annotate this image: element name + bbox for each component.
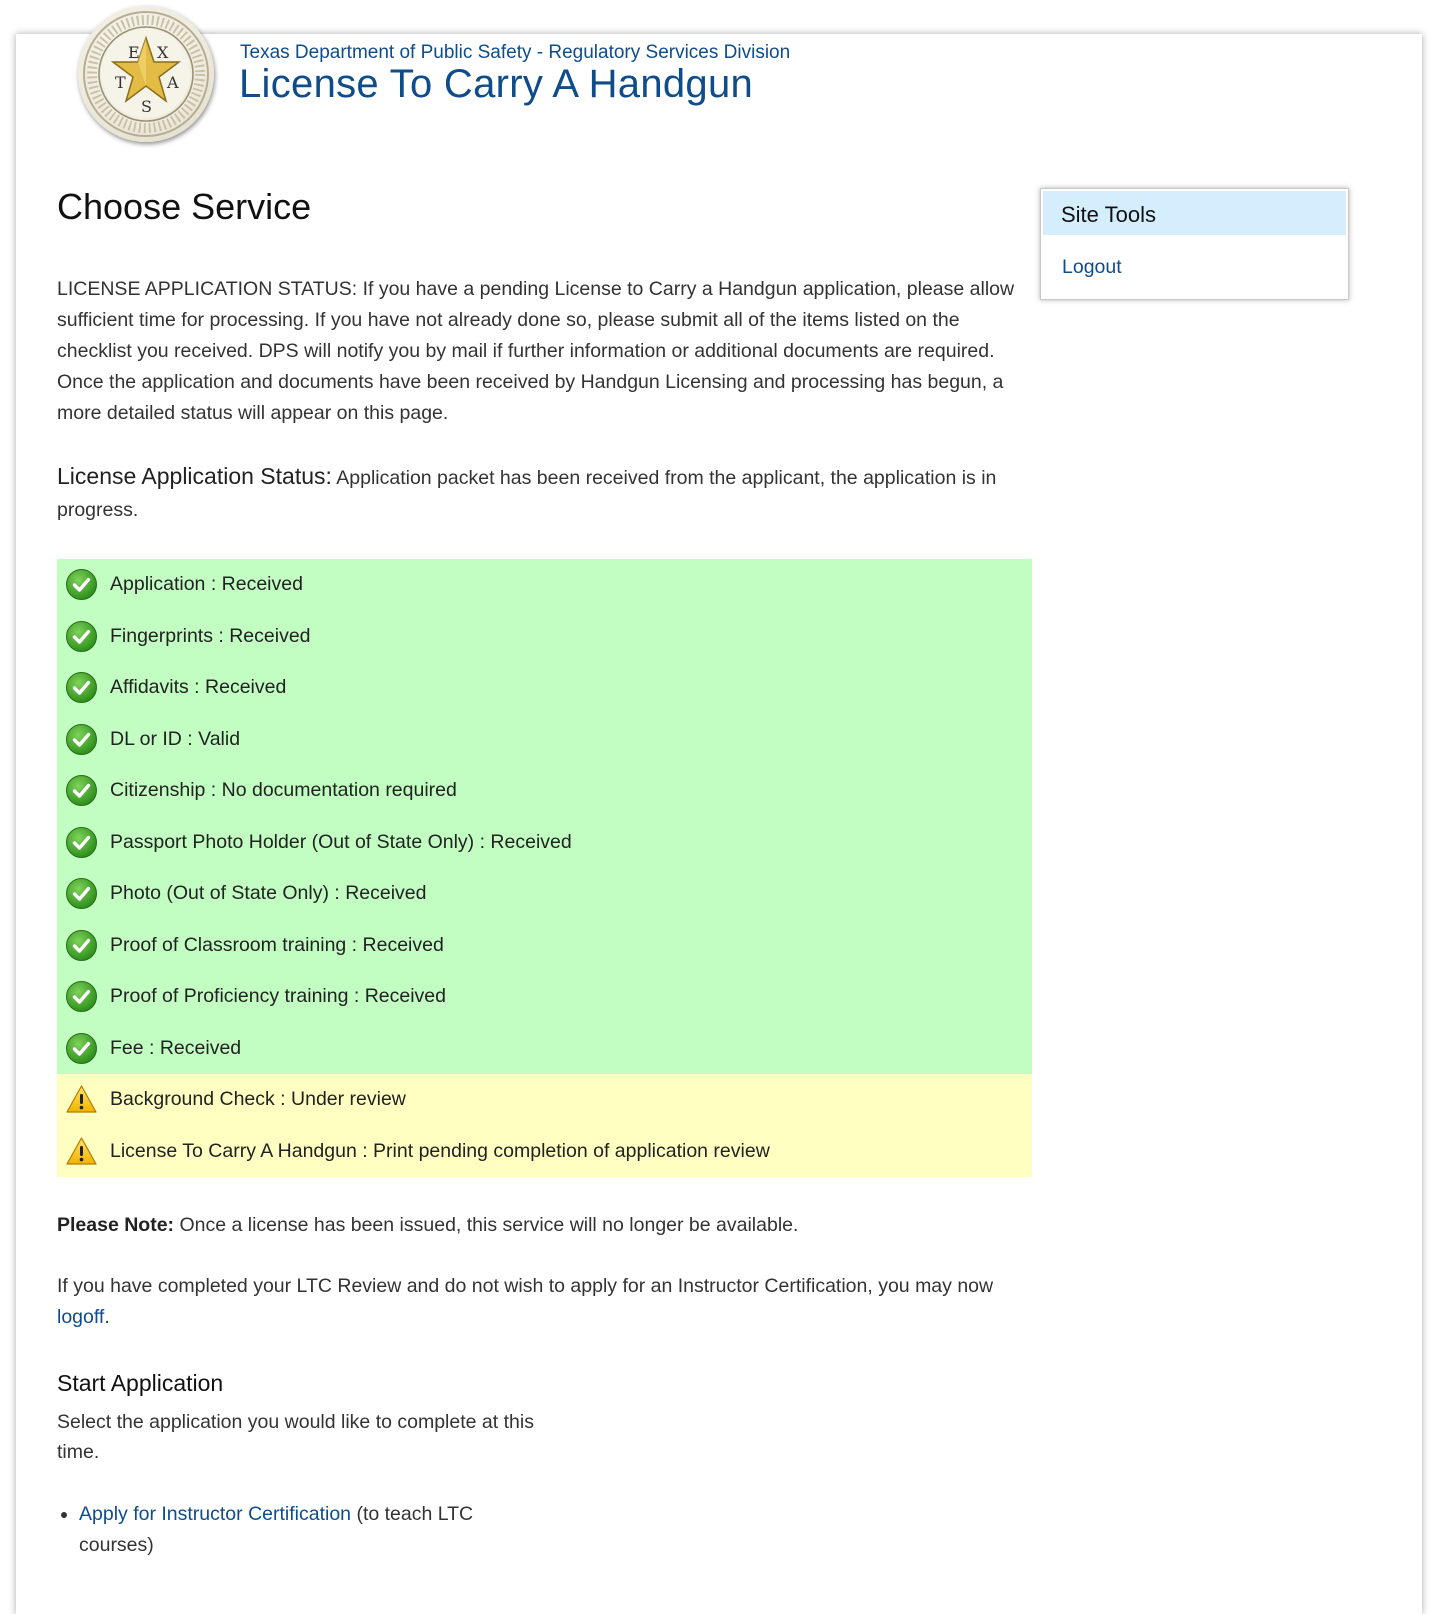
seal-letter-t: T xyxy=(115,73,126,92)
logoff-instruction-text: If you have completed your LTC Review and do not wish to apply for an Instructor Certification, you may now xyxy=(57,1275,994,1297)
logoff-instruction-end: . xyxy=(104,1306,110,1328)
checklist-item-label: Affidavits : Received xyxy=(110,676,287,699)
check-circle-icon xyxy=(65,568,98,601)
check-circle-icon xyxy=(65,929,98,962)
check-circle-icon xyxy=(65,980,98,1013)
checklist-item-label: DL or ID : Valid xyxy=(110,727,241,750)
page-container xyxy=(16,34,1422,1614)
check-circle-icon xyxy=(65,671,98,704)
checklist-item-label: Application : Received xyxy=(110,573,303,596)
status-text: Application packet has been received from the applicant, the application is in progress. xyxy=(57,467,997,521)
check-circle-icon xyxy=(65,723,98,756)
application-options-list xyxy=(57,1499,549,1561)
check-circle-icon xyxy=(65,774,98,807)
checklist-item xyxy=(57,817,1032,869)
page-title: Choose Service xyxy=(57,186,312,227)
checklist-item xyxy=(57,714,1032,766)
dps-seal-logo xyxy=(78,6,214,142)
checklist-item-label: Fee : Received xyxy=(110,1036,242,1059)
please-note xyxy=(57,1210,1037,1241)
start-application-description: Select the application you would like to complete at this time. xyxy=(57,1411,534,1463)
checklist-item-label: License To Carry A Handgun : Print pending completion of application review xyxy=(110,1139,770,1162)
status-heading: License Application Status: xyxy=(57,463,332,489)
logoff-link[interactable]: logoff xyxy=(57,1306,105,1328)
checklist-item xyxy=(57,611,1032,663)
note-label: Please Note: xyxy=(57,1214,175,1236)
checklist-item-label: Fingerprints : Received xyxy=(110,624,311,647)
application-option-note: (to teach LTC courses) xyxy=(79,1503,474,1556)
check-circle-icon xyxy=(65,877,98,910)
license-status-intro: LICENSE APPLICATION STATUS: If you have a pending License to Carry a Handgun application, please allow sufficient time for processing. If you have not already done so, please submit all of the items listed on the checklist you received. DPS will notify you by mail if further information or additional documents are required. Once the application and documents have been received by Handgun Licensing and processing has begun, a more detailed status will appear on this page. xyxy=(57,278,1015,424)
checklist-item-label: Citizenship : No documentation required xyxy=(110,779,457,802)
logout-link[interactable]: Logout xyxy=(1062,256,1122,278)
check-circle-icon xyxy=(65,620,98,653)
status-checklist xyxy=(57,559,1032,1177)
start-application-heading: Start Application xyxy=(57,1370,224,1396)
checklist-item-label: Proof of Proficiency training : Received xyxy=(110,985,446,1008)
warning-triangle-icon xyxy=(65,1083,98,1116)
seal-letter-x: X xyxy=(157,43,169,62)
note-text: Once a license has been issued, this service will no longer be available. xyxy=(174,1214,799,1236)
seal-letter-e: E xyxy=(128,43,140,62)
site-tools-header xyxy=(1043,191,1346,235)
checklist-item xyxy=(57,1126,1032,1178)
checklist-item xyxy=(57,1023,1032,1075)
checklist-item xyxy=(57,971,1032,1023)
apply-instructor-certification-link[interactable]: Apply for Instructor Certification xyxy=(79,1503,352,1525)
checklist-item xyxy=(57,920,1032,972)
checklist-item xyxy=(57,662,1032,714)
checklist-item xyxy=(57,1074,1032,1126)
warning-triangle-icon xyxy=(65,1135,98,1168)
check-circle-icon xyxy=(65,1032,98,1065)
check-circle-icon xyxy=(65,826,98,859)
site-tools-panel xyxy=(1040,188,1349,300)
checklist-item-label: Background Check : Under review xyxy=(110,1088,406,1111)
checklist-item xyxy=(57,868,1032,920)
application-option xyxy=(79,1499,549,1561)
agency-name: Texas Department of Public Safety - Regulatory Services Division xyxy=(240,42,791,63)
site-tools-title: Site Tools xyxy=(1061,202,1156,227)
checklist-item xyxy=(57,765,1032,817)
checklist-item-label: Photo (Out of State Only) : Received xyxy=(110,882,427,905)
checklist-item-label: Passport Photo Holder (Out of State Only) : Received xyxy=(110,830,572,853)
checklist-item-label: Proof of Classroom training : Received xyxy=(110,933,444,956)
seal-letter-s: S xyxy=(141,97,152,116)
application-title: License To Carry A Handgun xyxy=(239,62,754,106)
seal-graphic xyxy=(78,6,214,142)
logoff-instruction xyxy=(57,1271,1037,1333)
seal-letter-a: A xyxy=(167,73,179,92)
license-application-status xyxy=(57,460,1037,526)
checklist-item xyxy=(57,559,1032,611)
